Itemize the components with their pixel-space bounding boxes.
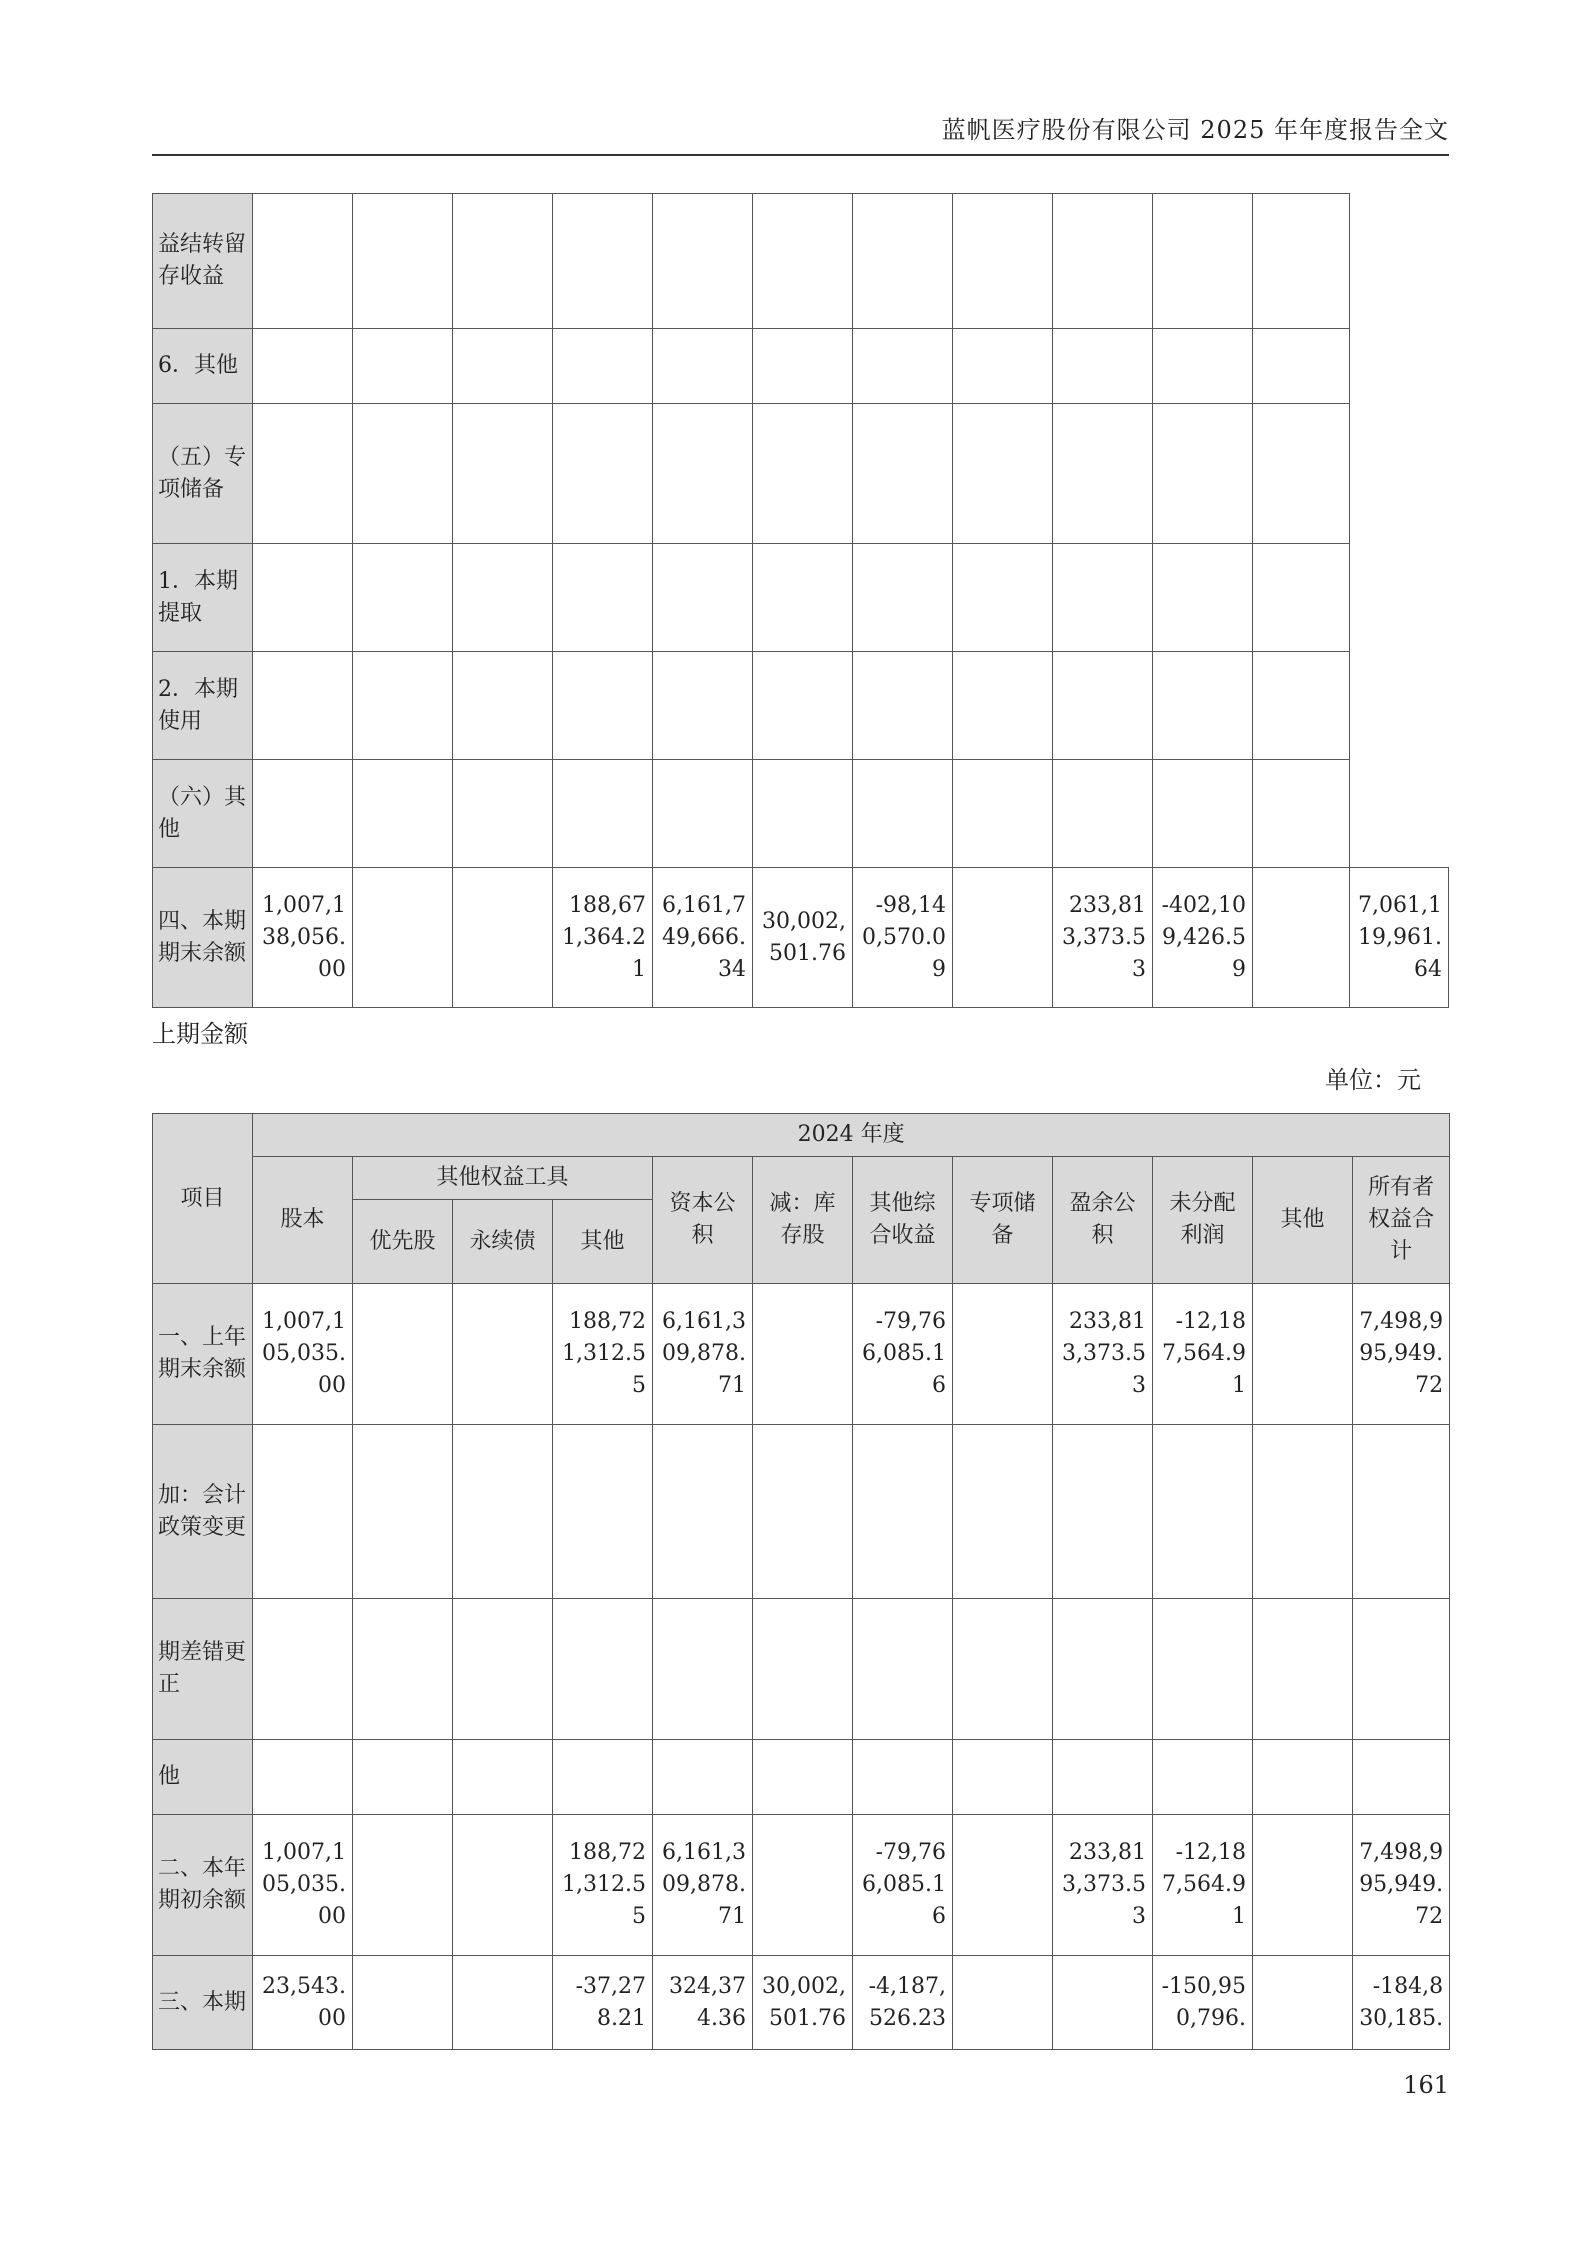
equity-table-previous-period <box>152 1113 1450 2050</box>
table-cell <box>1153 652 1253 760</box>
header-share-capital: 股本 <box>253 1157 353 1284</box>
table-cell <box>753 1284 853 1425</box>
table-cell <box>1253 1425 1353 1599</box>
table-cell <box>1253 404 1350 544</box>
table-cell: 30,002,501.76 <box>753 868 853 1008</box>
header-other: 其他 <box>1253 1157 1353 1284</box>
table-cell <box>653 194 753 329</box>
table-cell: -79,766,085.16 <box>853 1284 953 1425</box>
table-cell <box>453 1425 553 1599</box>
table-cell: -12,187,564.91 <box>1153 1284 1253 1425</box>
table-row <box>153 194 1449 329</box>
table-cell: 188,721,312.55 <box>553 1815 653 1956</box>
table-cell <box>853 1740 953 1815</box>
row-label: 四、本期期末余额 <box>153 868 253 1008</box>
table-cell <box>1053 760 1153 868</box>
table-cell <box>1353 1740 1450 1815</box>
row-label: 加：会计政策变更 <box>153 1425 253 1599</box>
table-row <box>153 760 1449 868</box>
table-cell: 188,671,364.21 <box>553 868 653 1008</box>
table-cell <box>1253 194 1350 329</box>
table-cell: 233,813,373.53 <box>1053 1815 1153 1956</box>
table-cell <box>353 404 453 544</box>
table-cell <box>453 1815 553 1956</box>
table-cell <box>1053 329 1153 404</box>
table-cell <box>853 652 953 760</box>
table-cell <box>1053 1599 1153 1740</box>
table-cell <box>253 1740 353 1815</box>
table-cell <box>553 194 653 329</box>
table-row <box>153 544 1449 652</box>
table-cell <box>853 544 953 652</box>
table-cell <box>553 329 653 404</box>
table-cell <box>1253 760 1350 868</box>
table-cell: 6,161,749,666.34 <box>653 868 753 1008</box>
table-cell: 7,498,995,949.72 <box>1353 1284 1450 1425</box>
table-cell <box>753 194 853 329</box>
table-cell <box>653 652 753 760</box>
table-cell: -184,830,185. <box>1353 1956 1450 2050</box>
table-cell <box>453 1956 553 2050</box>
table-cell: 6,161,309,878.71 <box>653 1815 753 1956</box>
header-other-equity-tools: 其他权益工具 <box>353 1157 653 1200</box>
table-cell <box>1053 1740 1153 1815</box>
table-cell: -402,109,426.59 <box>1153 868 1253 1008</box>
table-cell <box>753 652 853 760</box>
row-label: 1．本期提取 <box>153 544 253 652</box>
unit-caption: 单位：元 <box>1325 1066 1421 1094</box>
table-cell <box>453 194 553 329</box>
table-cell <box>653 760 753 868</box>
table-cell <box>953 1284 1053 1425</box>
table-cell: -12,187,564.91 <box>1153 1815 1253 1956</box>
table-row <box>153 404 1449 544</box>
table-cell <box>953 544 1053 652</box>
table-cell <box>453 652 553 760</box>
table-cell <box>353 194 453 329</box>
table-cell <box>353 1599 453 1740</box>
table-cell: -150,950,796. <box>1153 1956 1253 2050</box>
table-cell <box>653 329 753 404</box>
table-cell <box>953 760 1053 868</box>
table-cell <box>1153 544 1253 652</box>
table-cell <box>753 544 853 652</box>
table-cell <box>753 1425 853 1599</box>
table-cell <box>253 760 353 868</box>
table-cell <box>1153 329 1253 404</box>
table-cell <box>353 652 453 760</box>
header-treasury-stock: 减：库存股 <box>753 1157 853 1284</box>
table-cell <box>853 760 953 868</box>
table-cell <box>453 329 553 404</box>
table-row <box>153 329 1449 404</box>
table-row <box>153 1425 1450 1599</box>
table-cell <box>1253 1599 1353 1740</box>
table-row <box>153 652 1449 760</box>
table-cell: 7,498,995,949.72 <box>1353 1815 1450 1956</box>
row-label: 一、上年期末余额 <box>153 1284 253 1425</box>
table-cell: -98,140,570.09 <box>853 868 953 1008</box>
table-cell <box>753 329 853 404</box>
header-total-equity: 所有者权益合计 <box>1353 1157 1450 1284</box>
table-cell <box>1253 1815 1353 1956</box>
table-cell: 6,161,309,878.71 <box>653 1284 753 1425</box>
table-cell <box>953 868 1053 1008</box>
table-row <box>153 1284 1450 1425</box>
table-cell <box>253 652 353 760</box>
page-number: 161 <box>1403 2071 1449 2099</box>
table-row <box>153 868 1449 1008</box>
table-cell <box>553 760 653 868</box>
table-cell <box>653 1599 753 1740</box>
table-cell: 1,007,105,035.00 <box>253 1284 353 1425</box>
table-cell <box>553 1425 653 1599</box>
table-cell <box>953 194 1053 329</box>
header-special-reserve: 专项储备 <box>953 1157 1053 1284</box>
table-cell <box>853 404 953 544</box>
table-cell <box>753 1740 853 1815</box>
table-cell <box>753 1599 853 1740</box>
table-cell <box>1253 652 1350 760</box>
page-header <box>152 110 1449 156</box>
equity-table-current-period <box>152 193 1449 1008</box>
table-cell <box>253 1425 353 1599</box>
table-cell <box>953 329 1053 404</box>
table-cell <box>453 544 553 652</box>
table-cell <box>1153 760 1253 868</box>
table-cell <box>953 1425 1053 1599</box>
table-cell <box>653 544 753 652</box>
table-cell <box>1053 544 1153 652</box>
table-cell <box>953 404 1053 544</box>
table-cell <box>753 404 853 544</box>
table-cell <box>353 1956 453 2050</box>
table-cell <box>953 652 1053 760</box>
table-cell: -79,766,085.16 <box>853 1815 953 1956</box>
header-capital-reserve: 资本公积 <box>653 1157 753 1284</box>
table-cell <box>653 1740 753 1815</box>
table-cell <box>553 404 653 544</box>
table-cell <box>953 1740 1053 1815</box>
table-cell <box>453 1284 553 1425</box>
table-cell <box>353 1425 453 1599</box>
table-cell <box>1253 868 1350 1008</box>
row-label: 2．本期使用 <box>153 652 253 760</box>
table-cell <box>253 194 353 329</box>
table-cell <box>1053 1425 1153 1599</box>
table-cell <box>1053 652 1153 760</box>
table-cell <box>853 329 953 404</box>
table-cell <box>353 1284 453 1425</box>
table-cell <box>453 404 553 544</box>
table-cell <box>853 1599 953 1740</box>
table-cell <box>1253 1284 1353 1425</box>
table-cell <box>953 1956 1053 2050</box>
row-label: 三、本期 <box>153 1956 253 2050</box>
table-cell <box>353 1815 453 1956</box>
table-cell <box>953 1815 1053 1956</box>
table-cell <box>453 760 553 868</box>
table-cell <box>1253 1956 1353 2050</box>
table-cell <box>553 652 653 760</box>
table-cell <box>1253 329 1350 404</box>
table-row <box>153 1956 1450 2050</box>
table-cell: 1,007,105,035.00 <box>253 1815 353 1956</box>
table-cell <box>453 1740 553 1815</box>
header-item: 项目 <box>153 1114 253 1284</box>
table-cell <box>353 760 453 868</box>
table-cell <box>853 1425 953 1599</box>
table-cell: 23,543.00 <box>253 1956 353 2050</box>
row-label: 期差错更正 <box>153 1599 253 1740</box>
table-cell <box>1353 1425 1450 1599</box>
header-year: 2024 年度 <box>253 1114 1450 1157</box>
table-cell <box>1353 1599 1450 1740</box>
table-cell <box>553 544 653 652</box>
table-row <box>153 1599 1450 1740</box>
table-cell <box>453 868 553 1008</box>
table-cell <box>1053 404 1153 544</box>
row-label: （五）专项储备 <box>153 404 253 544</box>
row-label: 益结转留存收益 <box>153 194 253 329</box>
table-cell: 188,721,312.55 <box>553 1284 653 1425</box>
table-cell: 7,061,119,961.64 <box>1350 868 1449 1008</box>
header-perpetual-bond: 永续债 <box>453 1200 553 1284</box>
row-label: 二、本年期初余额 <box>153 1815 253 1956</box>
header-preferred-stock: 优先股 <box>353 1200 453 1284</box>
table-cell <box>253 329 353 404</box>
table-row <box>153 1815 1450 1956</box>
header-surplus-reserve: 盈余公积 <box>1053 1157 1153 1284</box>
table-cell <box>1253 544 1350 652</box>
table-cell: 233,813,373.53 <box>1053 868 1153 1008</box>
table-cell <box>1153 1740 1253 1815</box>
table-cell: 324,374.36 <box>653 1956 753 2050</box>
table-cell <box>453 1599 553 1740</box>
table-cell <box>1153 194 1253 329</box>
header-oci: 其他综合收益 <box>853 1157 953 1284</box>
table-cell <box>353 544 453 652</box>
table-cell <box>853 194 953 329</box>
table-cell <box>1153 1425 1253 1599</box>
header-undistributed-profit: 未分配利润 <box>1153 1157 1253 1284</box>
table-cell <box>653 404 753 544</box>
table-cell <box>1053 1956 1153 2050</box>
table-cell <box>353 329 453 404</box>
table-cell <box>1153 1599 1253 1740</box>
table-cell <box>753 760 853 868</box>
table-row <box>153 1740 1450 1815</box>
table-cell: 233,813,373.53 <box>1053 1284 1153 1425</box>
table-cell <box>753 1815 853 1956</box>
table-cell <box>953 1599 1053 1740</box>
table-cell <box>353 868 453 1008</box>
table-cell <box>253 1599 353 1740</box>
table-cell <box>553 1599 653 1740</box>
row-label: 他 <box>153 1740 253 1815</box>
row-label: 6．其他 <box>153 329 253 404</box>
table-cell <box>553 1740 653 1815</box>
table-cell <box>1153 404 1253 544</box>
table-cell: -37,278.21 <box>553 1956 653 2050</box>
header-tool-other: 其他 <box>553 1200 653 1284</box>
table-cell <box>1253 1740 1353 1815</box>
table-cell: -4,187,526.23 <box>853 1956 953 2050</box>
table-cell <box>1053 194 1153 329</box>
row-label: （六）其他 <box>153 760 253 868</box>
table-cell: 30,002,501.76 <box>753 1956 853 2050</box>
report-title: 蓝帆医疗股份有限公司 2025 年年度报告全文 <box>941 116 1449 144</box>
table-cell: 1,007,138,056.00 <box>253 868 353 1008</box>
table-cell <box>253 404 353 544</box>
table-cell <box>653 1425 753 1599</box>
table-cell <box>253 544 353 652</box>
previous-period-caption: 上期金额 <box>152 1020 248 1048</box>
table-cell <box>353 1740 453 1815</box>
